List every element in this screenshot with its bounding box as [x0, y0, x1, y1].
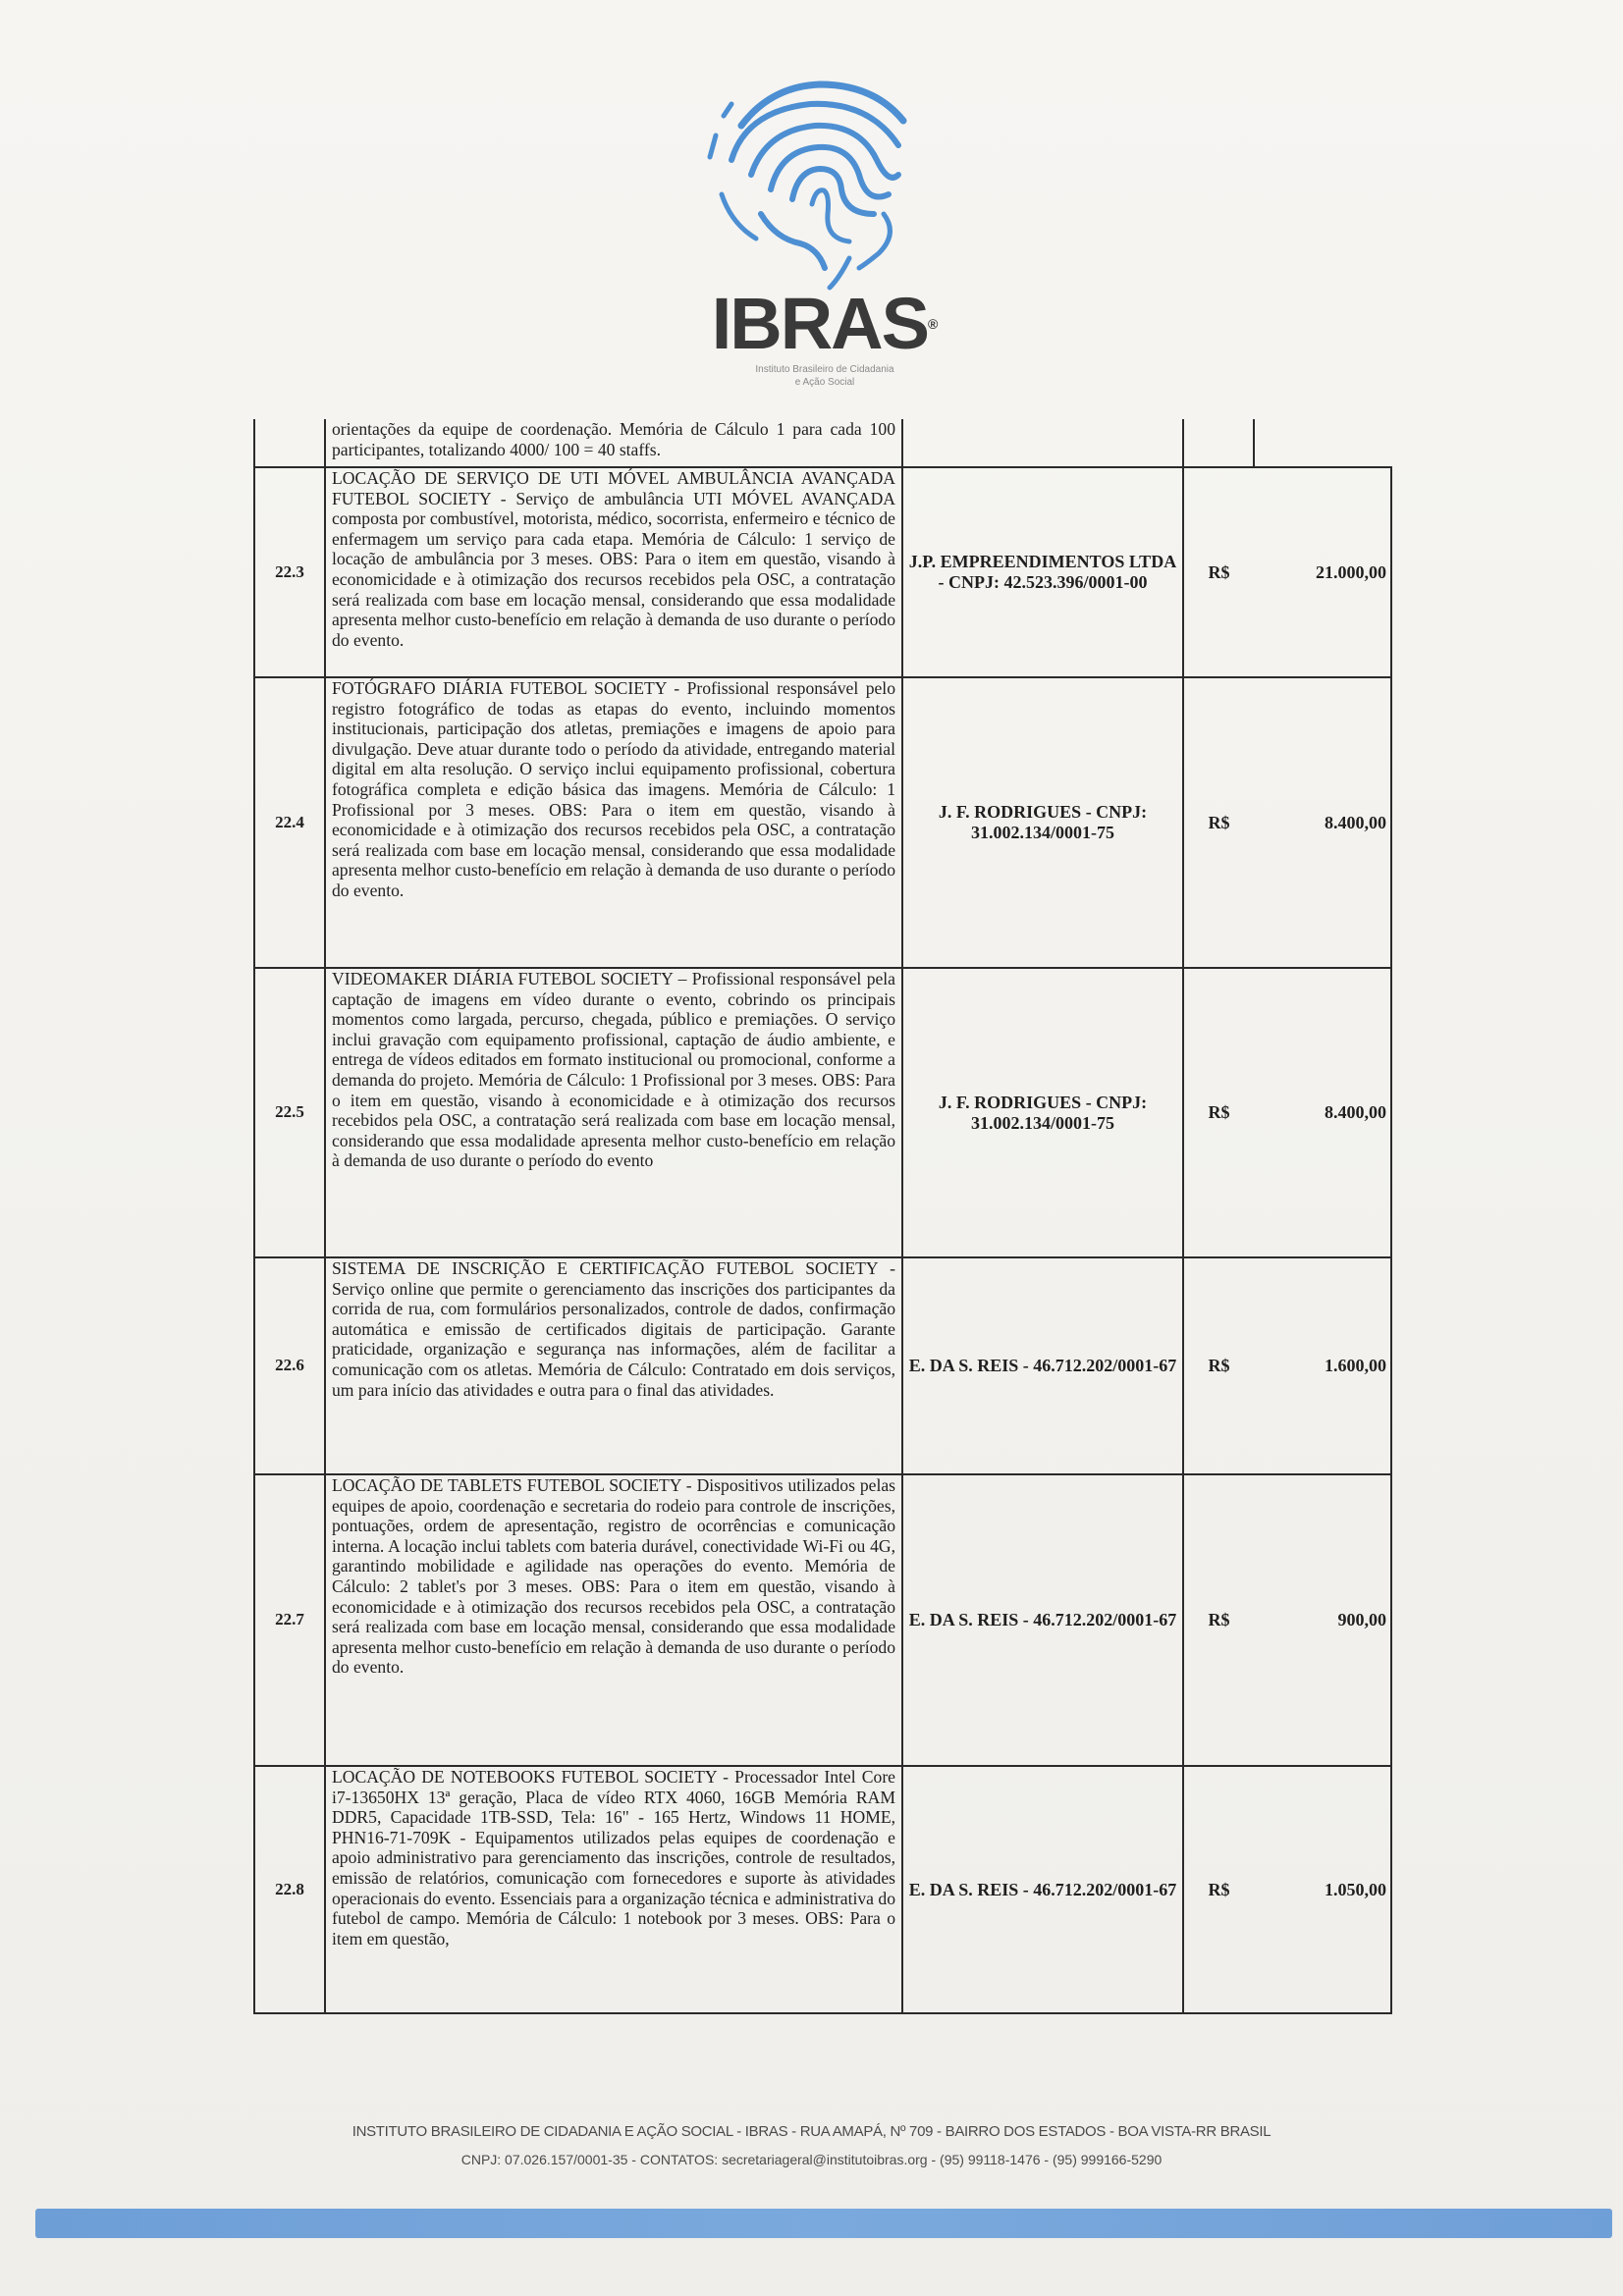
item-currency: R$ — [1183, 467, 1254, 677]
table-row — [254, 1766, 1391, 2013]
item-description: LOCAÇÃO DE SERVIÇO DE UTI MÓVEL AMBULÂNCIA AVANÇADA FUTEBOL SOCIETY - Serviço de ambulância UTI MÓVEL AVANÇADA composta por combustível, motorista, médico, socorrista, enfermeiro e técnico de enfermagem um serviço para cada etapa. Memória de Cálculo: 1 serviço de locação de ambulância por 3 meses. OBS: Para o item em questão, visando à economicidade e à otimização dos recursos recebidos pela OSC, a contratação será realizada com base em locação mensal, considerando que essa modalidade apresenta melhor custo-benefício em relação à demanda de uso durante o período do evento. — [325, 467, 902, 677]
item-number: 22.6 — [254, 1257, 325, 1474]
table-row — [254, 1474, 1391, 1766]
table-row — [254, 968, 1391, 1257]
item-description: orientações da equipe de coordenação. Memória de Cálculo 1 para cada 100 participantes, totalizando 4000/ 100 = 40 staffs. — [325, 419, 902, 467]
table-row — [254, 677, 1391, 968]
table-row — [254, 467, 1391, 677]
item-currency: R$ — [1183, 1257, 1254, 1474]
item-description: LOCAÇÃO DE TABLETS FUTEBOL SOCIETY - Dispositivos utilizados pelas equipes de apoio, coordenação e secretaria do rodeio para controle de inscrições, pontuações, ordem de apresentação, registro de ocorrências e comunicação interna. A locação inclui tablets com bateria durável, conectividade Wi-Fi ou 4G, garantindo mobilidade e agilidade nas operações do evento. Memória de Cálculo: 2 tablet's por 3 meses. OBS: Para o item em questão, visando à economicidade e à otimização dos recursos recebidos pela OSC, a contratação será realizada com base em locação mensal, considerando que essa modalidade apresenta melhor custo-benefício em relação à demanda de uso durante o período do evento. — [325, 1474, 902, 1766]
page-footer — [0, 2118, 1623, 2173]
item-currency: R$ — [1183, 677, 1254, 968]
item-description: LOCAÇÃO DE NOTEBOOKS FUTEBOL SOCIETY - Processador Intel Core i7-13650HX 13ª geração, Placa de vídeo RTX 4060, 16GB Memória RAM DDR5, Capacidade 1TB-SSD, Tela: 16" - 165 Hertz, Windows 11 HOME, PHN16-71-709K - Equipamentos utilizados pelas equipes de coordenação e apoio administrativo para gerenciamento das inscrições, controle de resultados, emissão de relatórios, comunicação com fornecedores e suporte às atividades operacionais do evento. Essenciais para a organização técnica e administrativa do futebol de campo. Memória de Cálculo: 1 notebook por 3 meses. OBS: Para o item em questão, — [325, 1766, 902, 2013]
fingerprint-brazil-map-icon — [702, 67, 947, 293]
item-description: VIDEOMAKER DIÁRIA FUTEBOL SOCIETY – Profissional responsável pela captação de imagens em vídeo durante o evento, cobrindo os principais momentos como largada, percurso, chegada, público e premiações. O serviço inclui gravação com equipamento profissional, captação de áudio ambiente, e entrega de vídeos editados em formato institucional ou promocional, conforme a demanda do projeto. Memória de Cálculo: 1 Profissional por 3 meses. OBS: Para o item em questão, visando à economicidade e à otimização dos recursos recebidos pela OSC, a contratação será realizada com base em locação mensal, considerando que essa modalidade apresenta melhor custo-benefício em relação à demanda de uso durante o período do evento — [325, 968, 902, 1257]
item-number: 22.5 — [254, 968, 325, 1257]
item-supplier: J. F. RODRIGUES - CNPJ: 31.002.134/0001-75 — [902, 677, 1183, 968]
item-value: 8.400,00 — [1254, 677, 1391, 968]
item-currency: R$ — [1183, 1766, 1254, 2013]
item-number: 22.4 — [254, 677, 325, 968]
item-number: 22.3 — [254, 467, 325, 677]
footer-contacts: CNPJ: 07.026.157/0001-35 - CONTATOS: secretariageral@institutoibras.org - (95) 99118-1476 - (95) 999166-5290 — [460, 2152, 1163, 2167]
item-supplier: J. F. RODRIGUES - CNPJ: 31.002.134/0001-75 — [902, 968, 1183, 1257]
logo-tagline-line1: Instituto Brasileiro de Cidadania — [755, 364, 894, 375]
item-value: 21.000,00 — [1254, 467, 1391, 677]
item-supplier: E. DA S. REIS - 46.712.202/0001-67 — [902, 1766, 1183, 2013]
ibras-logo: IBRAS® Instituto Brasileiro de Cidadania e Ação Social — [687, 67, 962, 391]
logo-wordmark: IBRAS — [711, 283, 928, 364]
item-value: 900,00 — [1254, 1474, 1391, 1766]
table-row — [254, 1257, 1391, 1474]
item-value: 1.050,00 — [1254, 1766, 1391, 2013]
item-value: 1.600,00 — [1254, 1257, 1391, 1474]
item-description: FOTÓGRAFO DIÁRIA FUTEBOL SOCIETY - Profissional responsável pelo registro fotográfico de todas as etapas do evento, incluindo momentos institucionais, participação dos atletas, premiações e imagens de apoio para divulgação. Deve atuar durante todo o período da atividade, entregando material digital em alta resolução. O serviço inclui equipamento profissional, cobertura fotográfica completa e edição básica das imagens. Memória de Cálculo: 1 Profissional por 3 meses. OBS: Para o item em questão, visando à economicidade e à otimização dos recursos recebidos pela OSC, a contratação será realizada com base em locação mensal, considerando que essa modalidade apresenta melhor custo-benefício em relação à demanda de uso durante o período do evento. — [325, 677, 902, 968]
item-supplier: J.P. EMPREENDIMENTOS LTDA - CNPJ: 42.523.396/0001-00 — [902, 467, 1183, 677]
item-number: 22.8 — [254, 1766, 325, 2013]
budget-table — [253, 419, 1392, 2014]
table-row-continuation — [254, 419, 1391, 467]
logo-tagline-line2: e Ação Social — [794, 377, 855, 388]
item-currency: R$ — [1183, 968, 1254, 1257]
item-supplier: E. DA S. REIS - 46.712.202/0001-67 — [902, 1257, 1183, 1474]
footer-address: INSTITUTO BRASILEIRO DE CIDADANIA E AÇÃO SOCIAL - IBRAS - RUA AMAPÁ, Nº 709 - BAIRRO DOS ESTADOS - BOA VISTA-RR BRASIL — [352, 2123, 1271, 2140]
footer-color-bar — [35, 2209, 1612, 2238]
item-supplier: E. DA S. REIS - 46.712.202/0001-67 — [902, 1474, 1183, 1766]
item-description: SISTEMA DE INSCRIÇÃO E CERTIFICAÇÃO FUTEBOL SOCIETY - Serviço online que permite o gerenciamento das inscrições dos participantes da corrida de rua, com formulários personalizados, controle de dados, confirmação automática e emissão de certificados digitais de participação. Garante praticidade, organização e segurança nas informações, além de facilitar a comunicação com os atletas. Memória de Cálculo: Contratado em dois serviços, um para início das atividades e outra para o final das atividades. — [325, 1257, 902, 1474]
item-currency: R$ — [1183, 1474, 1254, 1766]
item-value: 8.400,00 — [1254, 968, 1391, 1257]
item-number: 22.7 — [254, 1474, 325, 1766]
